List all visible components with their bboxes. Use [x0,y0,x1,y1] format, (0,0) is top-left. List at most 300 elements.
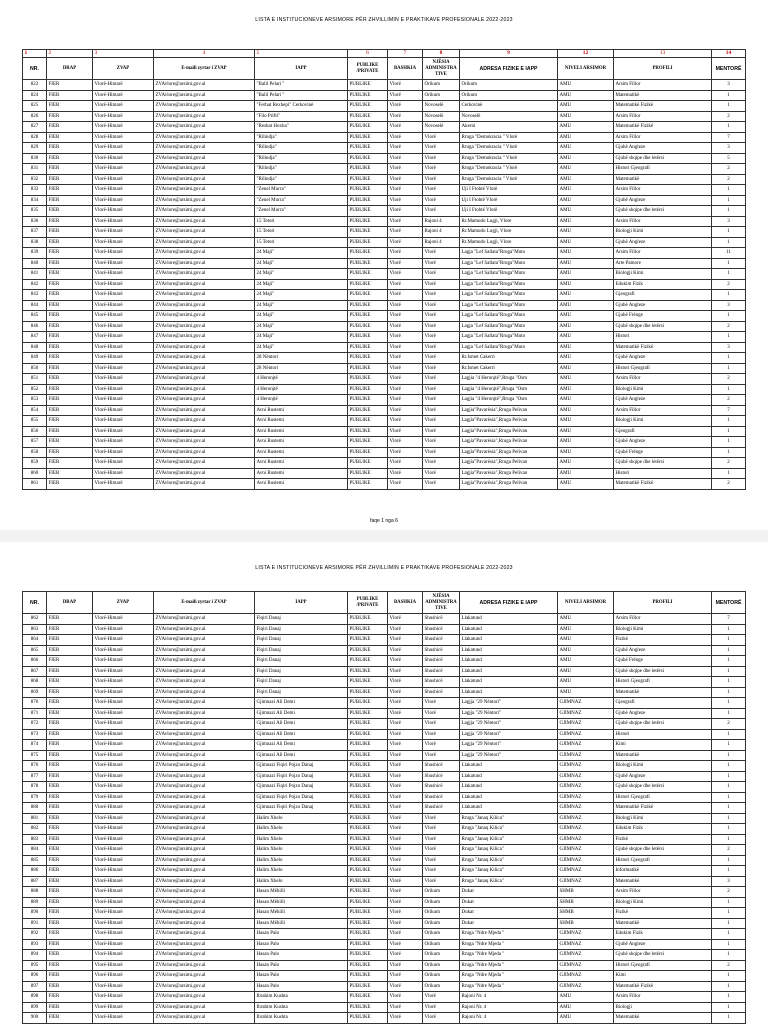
cell-niveli: GJIMNAZ [558,960,614,971]
cell-bashkia: Vlorë [388,132,423,143]
cell-njesia: Orikum [423,897,460,908]
cell-njesia: Vlorë [423,395,460,406]
cell-nr: 898 [23,992,47,1003]
table-row [23,384,746,395]
cell-zvap: Vlorë-Himarë [93,635,154,646]
table-row [23,342,746,353]
cell-niveli: AMU [558,300,614,311]
cell-njesia: Vlorë [423,300,460,311]
table-row [23,887,746,898]
cell-public-private: PUBLIKE [348,876,388,887]
cell-iapp: Fiqiri Danaj [255,656,348,667]
cell-zvap: Vlorë-Himarë [93,971,154,982]
cell-profili: Gjuhë Angleze [614,645,712,656]
cell-nr: 833 [23,185,47,196]
cell-nr: 866 [23,656,47,667]
table-body-page-1 [23,80,746,490]
cell-iapp: Gjimnazi Ali Demi [255,740,348,751]
table-row [23,311,746,322]
cell-niveli: AMU [558,405,614,416]
cell-email: ZVAvlore@arsimi.gov.al [154,279,255,290]
cell-mentore: 2 [712,458,746,469]
cell-email: ZVAvlore@arsimi.gov.al [154,824,255,835]
cell-nr: 849 [23,353,47,364]
cell-drap: FIER [47,908,93,919]
cell-njesia: Vlorë [423,132,460,143]
cell-nr: 848 [23,342,47,353]
cell-public-private: PUBLIKE [348,101,388,112]
cell-drap: FIER [47,363,93,374]
cell-public-private: PUBLIKE [348,195,388,206]
cell-iapp: "Balil Pelari " [255,80,348,91]
cell-njesia: Vlorë [423,468,460,479]
header-nr: NR. [23,58,47,80]
cell-profili: Gjuhë shqipe dhe letërsi [614,206,712,217]
cell-bashkia: Vlorë [388,992,423,1003]
cell-bashkia: Vlorë [388,750,423,761]
cell-profili: Histori Gjeografi [614,164,712,175]
cell-profili: Gjuhë Angleze [614,353,712,364]
cell-njesia: Vlorë [423,876,460,887]
cell-email: ZVAvlore@arsimi.gov.al [154,237,255,248]
table-row [23,416,746,427]
cell-address: Dukat [460,897,558,908]
cell-bashkia: Vlorë [388,374,423,385]
cell-iapp: Ibrahim Kushta [255,1002,348,1013]
cell-address: Rajoni Nr. 4 [460,992,558,1003]
cell-address: Llakatund [460,761,558,772]
cell-bashkia: Vlorë [388,656,423,667]
cell-mentore: 11 [712,248,746,259]
cell-nr: 836 [23,216,47,227]
document-title: LISTA E INSTITUCIONEVE ARSIMORE PËR ZHVILLIMIN E PRAKTIKAVE PROFESIONALE 2022-2023 [255,17,513,23]
cell-address: Lagjia"Pavarësia",Rruga Pelivan [460,405,558,416]
cell-njesia: Orikum [423,960,460,971]
cell-iapp: 28 Nëntori [255,353,348,364]
cell-address: Uji I Ftohtë Vlorë [460,195,558,206]
cell-zvap: Vlorë-Himarë [93,206,154,217]
cell-iapp: 15 Tetori [255,237,348,248]
cell-iapp: 24 Maji" [255,248,348,259]
cell-profili: Biologji Kimi [614,227,712,238]
cell-address: Rr.Mamudo Lugji, Vlore [460,227,558,238]
table-row [23,960,746,971]
cell-mentore: 2 [712,479,746,490]
cell-njesia: Orikum [423,981,460,992]
header-row [23,592,746,614]
cell-public-private: PUBLIKE [348,971,388,982]
cell-zvap: Vlorë-Himarë [93,321,154,332]
cell-niveli: GJIMNAZ [558,698,614,709]
cell-njesia: Shushicë [423,656,460,667]
cell-address: Rruga "Demokracia " Vlorë [460,132,558,143]
cell-zvap: Vlorë-Himarë [93,258,154,269]
cell-zvap: Vlorë-Himarë [93,290,154,301]
cell-iapp: Gjimnazi Fiqiri Pojzo Danaj [255,771,348,782]
cell-nr: 853 [23,395,47,406]
cell-mentore: 1 [712,792,746,803]
cell-niveli: AMU [558,206,614,217]
cell-mentore: 2 [712,174,746,185]
cell-email: ZVAvlore@arsimi.gov.al [154,635,255,646]
cell-nr: 842 [23,279,47,290]
cell-profili: Arsim Fillor [614,992,712,1003]
cell-profili: Biologji Kimi [614,897,712,908]
column-number-row [23,50,746,58]
cell-public-private: PUBLIKE [348,416,388,427]
cell-address: Llakatund [460,687,558,698]
cell-iapp: Hasan Palo [255,929,348,940]
header-public-private: PUBLIKE /PRIVATE [348,592,388,614]
table-row [23,698,746,709]
cell-profili: Gjuhë Angleze [614,708,712,719]
cell-zvap: Vlorë-Himarë [93,279,154,290]
cell-mentore: 2 [712,164,746,175]
cell-profili: Matematikë Fizikë [614,803,712,814]
cell-profili: Histori Gjeografi [614,792,712,803]
cell-mentore: 1 [712,635,746,646]
cell-address: Llakatund [460,656,558,667]
cell-email: ZVAvlore@arsimi.gov.al [154,887,255,898]
cell-email: ZVAvlore@arsimi.gov.al [154,740,255,751]
table-row [23,677,746,688]
cell-zvap: Vlorë-Himarë [93,666,154,677]
cell-profili: Arsim Fillor [614,405,712,416]
cell-bashkia: Vlorë [388,279,423,290]
cell-bashkia: Vlorë [388,353,423,364]
page-footer: faqe 1 nga 6 [370,518,398,524]
cell-address: Rruga "Ndre Mjeda " [460,950,558,961]
cell-email: ZVAvlore@arsimi.gov.al [154,164,255,175]
cell-address: Rruga "Janaq Kilica" [460,855,558,866]
column-number: 12 [558,50,614,58]
cell-profili: Edukim Fizik [614,929,712,940]
cell-niveli: AMU [558,101,614,112]
cell-mentore: 2 [712,321,746,332]
cell-drap: FIER [47,897,93,908]
cell-email: ZVAvlore@arsimi.gov.al [154,174,255,185]
cell-njesia: Novoselë [423,101,460,112]
cell-public-private: PUBLIKE [348,426,388,437]
cell-njesia: Orikum [423,887,460,898]
cell-niveli: GJIMNAZ [558,845,614,856]
cell-bashkia: Vlorë [388,645,423,656]
cell-iapp: Gjimnazi Fiqiri Pojzo Danaj [255,782,348,793]
table-row [23,174,746,185]
table-row [23,771,746,782]
cell-niveli: AMU [558,458,614,469]
cell-bashkia: Vlorë [388,363,423,374]
header-profili: PROFILI [614,58,712,80]
cell-profili: Fizikë [614,834,712,845]
cell-public-private: PUBLIKE [348,458,388,469]
cell-nr: 854 [23,405,47,416]
cell-address: Llakatund [460,771,558,782]
cell-bashkia: Vlorë [388,1002,423,1013]
cell-address: Llakatund [460,635,558,646]
cell-drap: FIER [47,342,93,353]
table-row [23,468,746,479]
cell-public-private: PUBLIKE [348,332,388,343]
cell-iapp: Hasan Palo [255,981,348,992]
cell-zvap: Vlorë-Himarë [93,719,154,730]
cell-profili: Gjuhë Frënge [614,656,712,667]
cell-iapp: "Zenel Murra" [255,206,348,217]
cell-drap: FIER [47,80,93,91]
cell-mentore: 7 [712,132,746,143]
cell-drap: FIER [47,206,93,217]
cell-drap: FIER [47,384,93,395]
cell-zvap: Vlorë-Himarë [93,426,154,437]
cell-drap: FIER [47,426,93,437]
cell-public-private: PUBLIKE [348,90,388,101]
cell-nr: 850 [23,363,47,374]
cell-drap: FIER [47,866,93,877]
cell-bashkia: Vlorë [388,929,423,940]
cell-email: ZVAvlore@arsimi.gov.al [154,666,255,677]
cell-njesia: Orikum [423,918,460,929]
document-page-2 [0,542,768,1024]
cell-drap: FIER [47,635,93,646]
header-mentore: MENTORË [712,592,746,614]
cell-public-private: PUBLIKE [348,122,388,133]
cell-iapp: 15 Tetori [255,227,348,238]
cell-profili: Arsim Fillor [614,80,712,91]
cell-profili: Histori [614,332,712,343]
cell-bashkia: Vlorë [388,332,423,343]
cell-address: Lagjia"Pavarësia",Rruga Pelivan [460,447,558,458]
cell-mentore: 1 [712,897,746,908]
cell-address: Rruga "Janaq Kilica" [460,834,558,845]
cell-zvap: Vlorë-Himarë [93,437,154,448]
table-row [23,237,746,248]
cell-zvap: Vlorë-Himarë [93,353,154,364]
cell-zvap: Vlorë-Himarë [93,929,154,940]
cell-iapp: 24 Maji" [255,258,348,269]
cell-bashkia: Vlorë [388,111,423,122]
cell-niveli: AMU [558,80,614,91]
cell-zvap: Vlorë-Himarë [93,311,154,322]
cell-profili: Gjuhë Angleze [614,395,712,406]
cell-zvap: Vlorë-Himarë [93,834,154,845]
cell-zvap: Vlorë-Himarë [93,405,154,416]
cell-email: ZVAvlore@arsimi.gov.al [154,1013,255,1024]
cell-public-private: PUBLIKE [348,395,388,406]
cell-address: Rruga "Demokracia " Vlorë [460,143,558,154]
cell-drap: FIER [47,645,93,656]
cell-njesia: Orikum [423,90,460,101]
table-row [23,635,746,646]
cell-bashkia: Vlorë [388,416,423,427]
cell-zvap: Vlorë-Himarë [93,164,154,175]
cell-bashkia: Vlorë [388,437,423,448]
header-row [23,58,746,80]
cell-drap: FIER [47,279,93,290]
cell-drap: FIER [47,960,93,971]
cell-nr: 858 [23,447,47,458]
cell-email: ZVAvlore@arsimi.gov.al [154,708,255,719]
cell-drap: FIER [47,981,93,992]
cell-bashkia: Vlorë [388,635,423,646]
cell-njesia: Shushicë [423,782,460,793]
cell-niveli: AMU [558,1013,614,1024]
cell-nr: 823 [23,80,47,91]
cell-nr: 861 [23,479,47,490]
cell-address: Lagjia"Pavarësia",Rruga Pelivan [460,437,558,448]
cell-public-private: PUBLIKE [348,929,388,940]
cell-iapp: 24 Maji" [255,290,348,301]
table-row [23,750,746,761]
cell-njesia: Shushicë [423,645,460,656]
cell-niveli: GJIMNAZ [558,929,614,940]
cell-address: Lagjja "29 Nëntori" [460,729,558,740]
cell-zvap: Vlorë-Himarë [93,803,154,814]
cell-zvap: Vlorë-Himarë [93,792,154,803]
cell-bashkia: Vlorë [388,216,423,227]
cell-address: Rr.Ismet Cakerri [460,353,558,364]
column-number: 4 [154,50,255,58]
cell-public-private: PUBLIKE [348,845,388,856]
cell-address: Rruga "Ndre Mjeda " [460,960,558,971]
cell-nr: 872 [23,719,47,730]
cell-nr: 857 [23,437,47,448]
table-body-page-2 [23,614,746,1024]
cell-zvap: Vlorë-Himarë [93,845,154,856]
cell-zvap: Vlorë-Himarë [93,740,154,751]
institutions-table-page-1 [22,49,746,490]
cell-address: Lagjia"Pavarësia",Rruga Pelivan [460,468,558,479]
cell-iapp: Hasan Palo [255,971,348,982]
cell-nr: 837 [23,227,47,238]
cell-profili: Fizikë [614,635,712,646]
cell-mentore: 3 [712,300,746,311]
table-row [23,395,746,406]
cell-email: ZVAvlore@arsimi.gov.al [154,687,255,698]
cell-niveli: GJIMNAZ [558,792,614,803]
cell-mentore: 1 [712,468,746,479]
cell-profili: Kimi [614,971,712,982]
cell-address: Rruga "Ndre Mjeda " [460,981,558,992]
cell-address: Rajoni Nr. 4 [460,1013,558,1024]
cell-mentore: 1 [712,971,746,982]
cell-drap: FIER [47,1002,93,1013]
header-email: E-maili zyrtar i ZVAP [154,58,255,80]
cell-zvap: Vlorë-Himarë [93,1002,154,1013]
cell-address: Rruga "Janaq Kilica" [460,824,558,835]
cell-bashkia: Vlorë [388,405,423,416]
cell-bashkia: Vlorë [388,666,423,677]
cell-profili: Arsim Fillor [614,374,712,385]
cell-bashkia: Vlorë [388,395,423,406]
cell-public-private: PUBLIKE [348,960,388,971]
column-number: 5 [255,50,348,58]
table-row [23,666,746,677]
cell-mentore: 3 [712,216,746,227]
table-row [23,153,746,164]
cell-niveli: AMU [558,342,614,353]
cell-email: ZVAvlore@arsimi.gov.al [154,311,255,322]
cell-niveli: GJIMNAZ [558,771,614,782]
cell-public-private: PUBLIKE [348,939,388,950]
cell-profili: Arsim Fillor [614,216,712,227]
cell-public-private: PUBLIKE [348,656,388,667]
cell-njesia: Shushicë [423,624,460,635]
cell-drap: FIER [47,479,93,490]
cell-zvap: Vlorë-Himarë [93,111,154,122]
cell-profili: Gjuhë Angleze [614,143,712,154]
cell-iapp: Gjimnazi Fiqiri Pojzo Danaj [255,792,348,803]
cell-zvap: Vlorë-Himarë [93,813,154,824]
cell-public-private: PUBLIKE [348,771,388,782]
cell-nr: 887 [23,876,47,887]
cell-nr: 865 [23,645,47,656]
cell-njesia: Orikum [423,908,460,919]
cell-address: Lagjia "4 Heronjtë",Rruga "Osm [460,374,558,385]
cell-profili: Edukim Fizik [614,279,712,290]
cell-profili: Gjuhë Angleze [614,771,712,782]
cell-iapp: "Balil Pelari " [255,90,348,101]
cell-drap: FIER [47,468,93,479]
cell-nr: 860 [23,468,47,479]
cell-mentore: 1 [712,698,746,709]
cell-address: Lagjja "29 Nëntori" [460,719,558,730]
cell-profili: Biologji [614,1002,712,1013]
cell-email: ZVAvlore@arsimi.gov.al [154,866,255,877]
cell-niveli: AMU [558,311,614,322]
table-row [23,80,746,91]
cell-email: ZVAvlore@arsimi.gov.al [154,479,255,490]
cell-zvap: Vlorë-Himarë [93,761,154,772]
cell-drap: FIER [47,258,93,269]
cell-public-private: PUBLIKE [348,1002,388,1013]
cell-bashkia: Vlorë [388,687,423,698]
table-row [23,479,746,490]
cell-email: ZVAvlore@arsimi.gov.al [154,269,255,280]
cell-njesia: Vlorë [423,164,460,175]
cell-nr: 840 [23,258,47,269]
table-row [23,855,746,866]
cell-address: Rruga "Janaq Kilica" [460,813,558,824]
cell-public-private: PUBLIKE [348,185,388,196]
cell-email: ZVAvlore@arsimi.gov.al [154,960,255,971]
cell-drap: FIER [47,771,93,782]
cell-bashkia: Vlorë [388,614,423,625]
cell-niveli: GJIMNAZ [558,981,614,992]
cell-bashkia: Vlorë [388,258,423,269]
cell-zvap: Vlorë-Himarë [93,624,154,635]
cell-email: ZVAvlore@arsimi.gov.al [154,855,255,866]
cell-njesia: Vlorë [423,353,460,364]
cell-niveli: AMU [558,687,614,698]
cell-zvap: Vlorë-Himarë [93,876,154,887]
cell-niveli: AMU [558,153,614,164]
cell-address: Rruga "Janaq Kilica" [460,876,558,887]
cell-iapp: "Zenel Murra" [255,195,348,206]
cell-iapp: Hasan Palo [255,950,348,961]
cell-bashkia: Vlorë [388,300,423,311]
cell-public-private: PUBLIKE [348,111,388,122]
cell-zvap: Vlorë-Himarë [93,866,154,877]
table-row [23,248,746,259]
cell-mentore: 1 [712,353,746,364]
institutions-table-page-2 [22,591,746,1024]
cell-njesia: Vlorë [423,458,460,469]
cell-address: Llakatund [460,614,558,625]
cell-email: ZVAvlore@arsimi.gov.al [154,363,255,374]
cell-niveli: GJIMNAZ [558,939,614,950]
cell-zvap: Vlorë-Himarë [93,458,154,469]
cell-email: ZVAvlore@arsimi.gov.al [154,153,255,164]
